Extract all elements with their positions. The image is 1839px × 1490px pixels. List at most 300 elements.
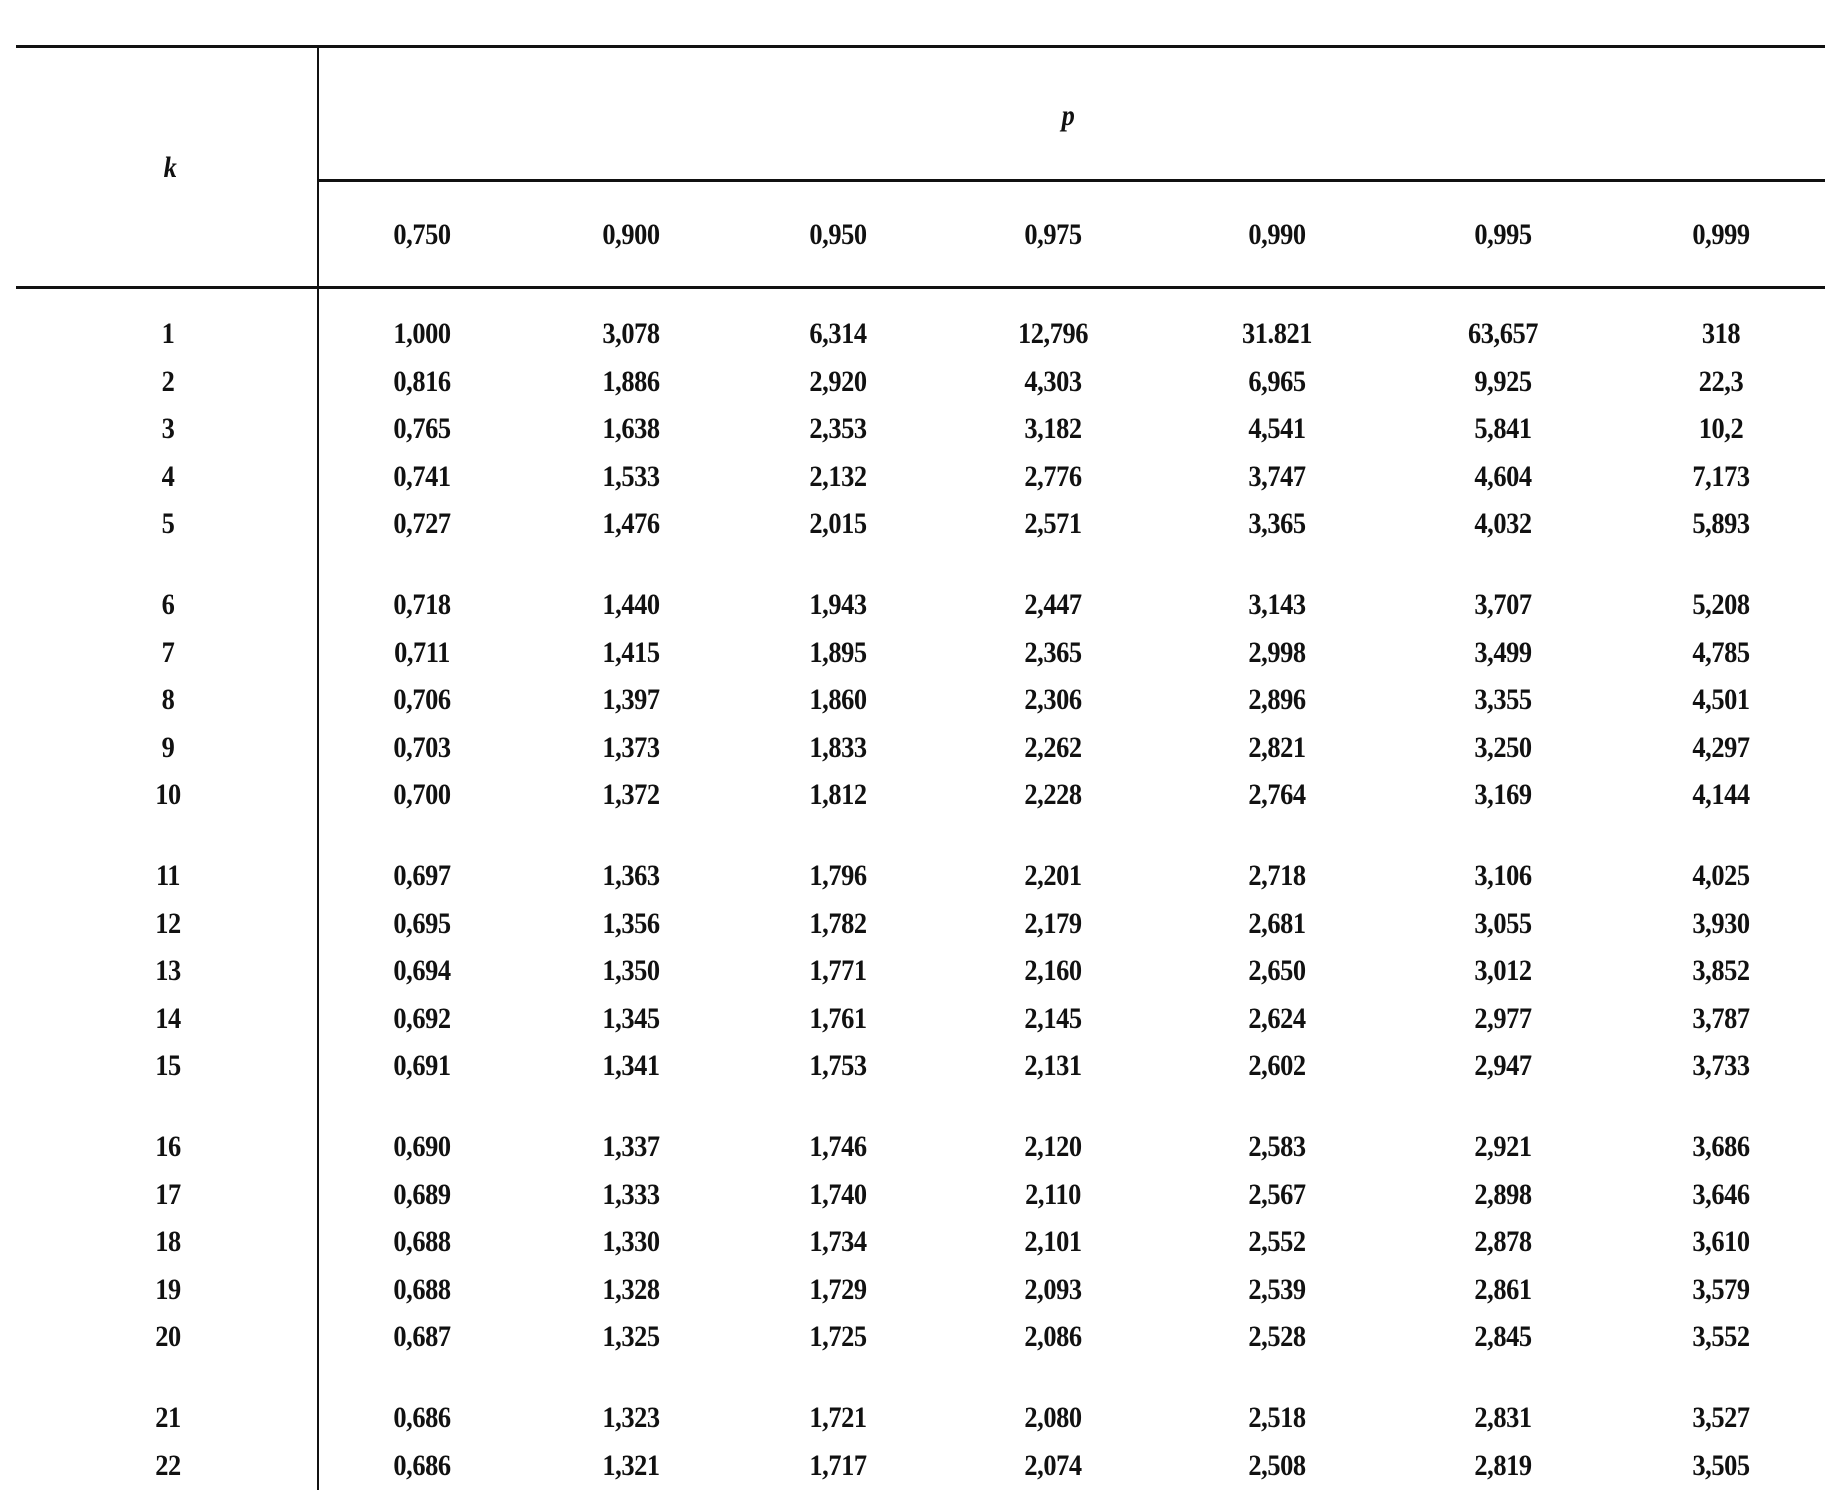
- value-cell-text: 1,415: [602, 635, 660, 669]
- value-cell: [806, 636, 871, 670]
- value-cell: [1245, 731, 1310, 765]
- value-cell: [1021, 1225, 1086, 1259]
- value-cell-text: 3,579: [1692, 1272, 1750, 1306]
- value-cell-text: 1,725: [809, 1320, 867, 1353]
- value-cell-text: 22,3: [1698, 364, 1744, 398]
- value-cell-text: 2,896: [1248, 683, 1306, 716]
- value-cell: [806, 412, 871, 446]
- value-cell: [1689, 636, 1754, 670]
- row-k-cell-text: 1: [161, 317, 175, 350]
- value-cell-text: 2,365: [1024, 635, 1082, 669]
- row-k-cell: [161, 636, 176, 670]
- value-cell-text: 0,689: [393, 1177, 451, 1211]
- value-cell-text: 31.821: [1242, 317, 1312, 350]
- value-cell: [1245, 778, 1310, 812]
- value-cell: [1471, 1130, 1536, 1164]
- value-cell-text: 2,201: [1024, 859, 1082, 892]
- value-cell-text: 2,110: [1025, 1177, 1081, 1211]
- value-cell-text: 1,833: [809, 730, 867, 764]
- value-cell-text: 0,697: [393, 859, 451, 892]
- value-cell: [806, 1449, 871, 1483]
- value-cell: [1689, 907, 1754, 941]
- value-cell: [806, 778, 871, 812]
- value-cell: [390, 1449, 455, 1483]
- value-cell: [599, 588, 664, 622]
- value-cell: [1245, 1225, 1310, 1259]
- value-cell-text: 1,356: [602, 906, 660, 940]
- value-cell: [1471, 636, 1536, 670]
- value-cell: [1699, 317, 1743, 351]
- value-cell: [1021, 1002, 1086, 1036]
- value-cell: [599, 683, 664, 717]
- row-k-cell-text: 8: [161, 683, 175, 716]
- value-cell-text: 1,771: [809, 954, 867, 987]
- top-rule: [16, 45, 1825, 48]
- value-cell: [1245, 588, 1310, 622]
- column-header-text: 0,900: [602, 218, 660, 251]
- value-cell: [1245, 365, 1310, 399]
- value-cell-text: 0,692: [393, 1001, 451, 1035]
- value-cell-text: 2,539: [1248, 1272, 1306, 1306]
- row-k-cell: [161, 460, 176, 494]
- value-cell: [599, 1401, 664, 1435]
- row-k-cell: [154, 954, 183, 988]
- value-cell: [1021, 412, 1086, 446]
- value-cell: [806, 731, 871, 765]
- value-cell: [1021, 731, 1086, 765]
- value-cell: [1021, 683, 1086, 717]
- value-cell-text: 3,733: [1692, 1049, 1750, 1082]
- value-cell: [390, 1130, 455, 1164]
- value-cell-text: 0,741: [393, 459, 451, 493]
- column-header: [1689, 218, 1754, 252]
- value-cell: [1471, 778, 1536, 812]
- value-cell-text: 2,571: [1024, 507, 1082, 540]
- value-cell-text: 3,012: [1474, 954, 1532, 987]
- value-cell-text: 2,821: [1248, 730, 1306, 764]
- row-k-cell-text: 4: [161, 459, 175, 493]
- value-cell: [806, 1320, 871, 1354]
- value-cell: [1021, 1273, 1086, 1307]
- value-cell-text: 3,930: [1692, 906, 1750, 940]
- value-cell-text: 5,841: [1474, 412, 1532, 445]
- value-cell: [390, 1401, 455, 1435]
- value-cell-text: 1,000: [393, 317, 451, 350]
- value-cell: [390, 1178, 455, 1212]
- value-cell: [1471, 1273, 1536, 1307]
- value-cell-text: 0,694: [393, 954, 451, 987]
- column-header: [390, 218, 455, 252]
- value-cell: [1245, 1320, 1310, 1354]
- value-cell: [1471, 365, 1536, 399]
- row-k-cell: [161, 365, 176, 399]
- value-cell-text: 2,624: [1248, 1001, 1306, 1035]
- value-cell-text: 1,323: [602, 1401, 660, 1434]
- value-cell: [599, 365, 664, 399]
- value-cell-text: 1,363: [602, 859, 660, 892]
- column-header-text: 0,750: [393, 218, 451, 251]
- value-cell-text: 1,746: [809, 1130, 867, 1163]
- value-cell-text: 3,355: [1474, 683, 1532, 716]
- value-cell: [1021, 1449, 1086, 1483]
- row-k-cell-text: 15: [155, 1049, 181, 1082]
- value-cell-text: 2,921: [1474, 1130, 1532, 1163]
- row-k-cell-text: 10: [155, 778, 181, 811]
- value-cell: [1471, 859, 1536, 893]
- value-cell-text: 1,761: [809, 1001, 867, 1035]
- value-cell: [1471, 907, 1536, 941]
- header-bottom-rule: [16, 286, 1825, 289]
- value-cell: [390, 636, 453, 670]
- value-cell-text: 4,303: [1024, 364, 1082, 398]
- value-cell: [1245, 907, 1310, 941]
- value-cell: [1471, 731, 1536, 765]
- row-k-cell-text: 12: [155, 906, 181, 940]
- value-cell: [1021, 460, 1086, 494]
- value-cell-text: 1,333: [602, 1177, 660, 1211]
- value-cell-text: 4,297: [1692, 730, 1750, 764]
- value-cell-text: 1,328: [602, 1272, 660, 1306]
- value-cell: [599, 1049, 664, 1083]
- value-cell: [806, 460, 871, 494]
- value-cell-text: 3,499: [1474, 635, 1532, 669]
- value-cell: [1471, 1449, 1536, 1483]
- value-cell: [390, 954, 455, 988]
- value-cell-text: 2,567: [1248, 1177, 1306, 1211]
- value-cell: [806, 317, 871, 351]
- value-cell-text: 2,583: [1248, 1130, 1306, 1163]
- value-cell: [1021, 907, 1086, 941]
- value-cell-text: 2,508: [1248, 1448, 1306, 1482]
- value-cell: [599, 731, 664, 765]
- value-cell-text: 2,080: [1024, 1401, 1082, 1434]
- value-cell-text: 0,688: [393, 1272, 451, 1306]
- value-cell-text: 1,734: [809, 1225, 867, 1258]
- value-cell: [599, 1002, 664, 1036]
- value-cell-text: 2,262: [1024, 730, 1082, 764]
- value-cell-text: 3,686: [1692, 1130, 1750, 1163]
- value-cell: [1245, 1130, 1310, 1164]
- value-cell-text: 1,812: [809, 778, 867, 811]
- row-k-cell: [154, 1401, 183, 1435]
- column-header: [1245, 218, 1310, 252]
- column-header: [599, 218, 664, 252]
- value-cell: [806, 1049, 871, 1083]
- value-cell-text: 4,541: [1248, 412, 1306, 445]
- value-cell-text: 0,703: [393, 730, 451, 764]
- value-cell: [1471, 1178, 1536, 1212]
- value-cell: [1021, 859, 1086, 893]
- value-cell-text: 2,947: [1474, 1049, 1532, 1082]
- value-cell: [1696, 412, 1747, 446]
- row-k-cell-text: 9: [161, 730, 175, 764]
- value-cell-text: 0,816: [393, 364, 451, 398]
- row-k-cell: [161, 412, 176, 446]
- value-cell-text: 2,776: [1024, 459, 1082, 493]
- column-header: [1471, 218, 1536, 252]
- column-header: [806, 218, 871, 252]
- value-cell: [599, 1320, 664, 1354]
- value-cell: [1245, 1401, 1310, 1435]
- value-cell-text: 3,182: [1024, 412, 1082, 445]
- value-cell: [1021, 1320, 1086, 1354]
- value-cell: [1689, 1130, 1754, 1164]
- value-cell: [390, 1225, 455, 1259]
- value-cell: [1471, 683, 1536, 717]
- value-cell-text: 0,711: [394, 635, 450, 669]
- value-cell-text: 3,747: [1248, 459, 1306, 493]
- value-cell-text: 0,695: [393, 906, 451, 940]
- value-cell-text: 2,602: [1248, 1049, 1306, 1082]
- value-cell: [1689, 859, 1754, 893]
- value-cell-text: 6,965: [1248, 364, 1306, 398]
- value-cell-text: 1,943: [809, 588, 867, 621]
- value-cell-text: 0,686: [393, 1448, 451, 1482]
- row-k-cell: [154, 1449, 183, 1483]
- value-cell: [390, 731, 455, 765]
- value-cell: [1689, 507, 1754, 541]
- p-subheader-rule: [318, 179, 1825, 182]
- value-cell: [1689, 778, 1754, 812]
- row-k-cell-text: 16: [155, 1130, 181, 1163]
- value-cell: [1245, 507, 1310, 541]
- value-cell: [1689, 683, 1754, 717]
- value-cell: [1245, 1049, 1310, 1083]
- value-cell: [1471, 1002, 1536, 1036]
- row-k-cell: [154, 1178, 183, 1212]
- value-cell-text: 1,860: [809, 683, 867, 716]
- value-cell: [1471, 1225, 1536, 1259]
- value-cell-text: 7,173: [1692, 459, 1750, 493]
- value-cell-text: 1,373: [602, 730, 660, 764]
- value-cell: [1689, 460, 1754, 494]
- value-cell: [599, 1178, 664, 1212]
- value-cell-text: 2,093: [1024, 1272, 1082, 1306]
- value-cell: [1245, 412, 1310, 446]
- column-header-text: 0,975: [1024, 218, 1082, 251]
- value-cell-text: 0,686: [393, 1401, 451, 1434]
- value-cell-text: 6,314: [809, 317, 867, 350]
- value-cell: [806, 907, 871, 941]
- value-cell-text: 1,341: [602, 1049, 660, 1082]
- value-cell: [1021, 1178, 1084, 1212]
- value-cell: [1245, 859, 1310, 893]
- value-cell-text: 0,691: [393, 1049, 451, 1082]
- value-cell: [1689, 1178, 1754, 1212]
- value-cell-text: 2,074: [1024, 1448, 1082, 1482]
- row-header-k: k: [163, 151, 177, 184]
- value-cell-text: 2,650: [1248, 954, 1306, 987]
- row-k-cell-text: 14: [155, 1001, 181, 1035]
- value-cell: [599, 507, 664, 541]
- value-cell: [1689, 1225, 1754, 1259]
- value-cell-text: 5,208: [1692, 588, 1750, 621]
- value-cell-text: 3,787: [1692, 1001, 1750, 1035]
- value-cell-text: 2,015: [809, 507, 867, 540]
- value-cell-text: 3,250: [1474, 730, 1532, 764]
- value-cell: [390, 507, 455, 541]
- value-cell-text: 9,925: [1474, 364, 1532, 398]
- column-divider: [317, 47, 319, 1490]
- value-cell-text: 12,796: [1018, 317, 1088, 350]
- value-cell-text: 2,228: [1024, 778, 1082, 811]
- value-cell: [599, 636, 664, 670]
- value-cell: [1471, 507, 1536, 541]
- value-cell: [806, 588, 871, 622]
- value-cell-text: 2,998: [1248, 635, 1306, 669]
- value-cell: [1471, 460, 1536, 494]
- value-cell-text: 2,878: [1474, 1225, 1532, 1258]
- value-cell-text: 1,533: [602, 459, 660, 493]
- row-k-cell: [154, 1273, 183, 1307]
- value-cell-text: 2,819: [1474, 1448, 1532, 1482]
- row-k-cell-text: 13: [155, 954, 181, 987]
- value-cell: [390, 907, 455, 941]
- row-k-cell-text: 2: [161, 364, 175, 398]
- value-cell: [1245, 1449, 1310, 1483]
- value-cell-text: 1,372: [602, 778, 660, 811]
- value-cell-text: 0,706: [393, 683, 451, 716]
- value-cell-text: 3,106: [1474, 859, 1532, 892]
- value-cell-text: 2,898: [1474, 1177, 1532, 1211]
- value-cell: [1689, 1002, 1754, 1036]
- value-cell: [599, 1225, 664, 1259]
- row-k-cell: [154, 907, 183, 941]
- value-cell-text: 0,727: [393, 507, 451, 540]
- row-k-cell-text: 20: [155, 1320, 181, 1353]
- value-cell: [1689, 588, 1754, 622]
- value-cell-text: 2,681: [1248, 906, 1306, 940]
- value-cell: [599, 859, 664, 893]
- column-header-text: 0,990: [1248, 218, 1306, 251]
- value-cell-text: 1,638: [602, 412, 660, 445]
- value-cell: [1689, 954, 1754, 988]
- row-k-cell: [161, 507, 176, 541]
- value-cell: [599, 317, 664, 351]
- value-cell: [1013, 317, 1093, 351]
- value-cell: [806, 683, 871, 717]
- value-cell-text: 0,687: [393, 1320, 451, 1353]
- value-cell-text: 3,552: [1692, 1320, 1750, 1353]
- value-cell-text: 3,078: [602, 317, 660, 350]
- value-cell-text: 1,721: [809, 1401, 867, 1434]
- value-cell-text: 1,345: [602, 1001, 660, 1035]
- value-cell-text: 2,845: [1474, 1320, 1532, 1353]
- value-cell: [806, 859, 871, 893]
- value-cell-text: 2,831: [1474, 1401, 1532, 1434]
- value-cell-text: 2,920: [809, 364, 867, 398]
- value-cell-text: 318: [1701, 317, 1741, 350]
- value-cell: [1021, 778, 1086, 812]
- value-cell: [1471, 954, 1536, 988]
- value-cell: [599, 1273, 664, 1307]
- value-cell: [1689, 1273, 1754, 1307]
- value-cell-text: 3,505: [1692, 1448, 1750, 1482]
- row-k-cell-text: 17: [155, 1177, 181, 1211]
- value-cell-text: 0,690: [393, 1130, 451, 1163]
- value-cell: [390, 1320, 455, 1354]
- value-cell-text: 4,604: [1474, 459, 1532, 493]
- value-cell-text: 2,528: [1248, 1320, 1306, 1353]
- value-cell-text: 2,160: [1024, 954, 1082, 987]
- value-cell: [1021, 365, 1086, 399]
- value-cell: [1245, 1273, 1310, 1307]
- value-cell-text: 2,861: [1474, 1272, 1532, 1306]
- value-cell-text: 3,169: [1474, 778, 1532, 811]
- column-header-text: 0,950: [809, 218, 867, 251]
- value-cell: [599, 460, 664, 494]
- value-cell-text: 0,700: [393, 778, 451, 811]
- row-k-cell: [154, 1049, 183, 1083]
- value-cell: [390, 683, 455, 717]
- value-cell: [1471, 1049, 1536, 1083]
- value-cell-text: 1,337: [602, 1130, 660, 1163]
- column-group-header-p: p: [1061, 99, 1075, 132]
- column-header-text: 0,999: [1692, 218, 1750, 251]
- value-cell-text: 3,646: [1692, 1177, 1750, 1211]
- row-k-cell: [161, 317, 176, 351]
- value-cell: [1471, 1401, 1536, 1435]
- value-cell: [390, 588, 455, 622]
- value-cell-text: 4,032: [1474, 507, 1532, 540]
- row-k-cell: [154, 859, 181, 893]
- value-cell-text: 1,325: [602, 1320, 660, 1353]
- value-cell-text: 0,688: [393, 1225, 451, 1258]
- value-cell-text: 3,527: [1692, 1401, 1750, 1434]
- value-cell-text: 1,476: [602, 507, 660, 540]
- row-k-cell-text: 19: [155, 1272, 181, 1306]
- value-cell: [806, 1002, 871, 1036]
- value-cell: [1471, 588, 1536, 622]
- value-cell: [1021, 1401, 1086, 1435]
- value-cell-text: 2,977: [1474, 1001, 1532, 1035]
- value-cell: [1689, 1449, 1754, 1483]
- column-header-text: 0,995: [1474, 218, 1532, 251]
- value-cell: [1021, 1130, 1086, 1164]
- value-cell: [1021, 588, 1086, 622]
- value-cell: [1021, 636, 1086, 670]
- value-cell: [1689, 1320, 1754, 1354]
- row-k-cell-text: 5: [161, 507, 175, 540]
- value-cell: [1689, 1401, 1754, 1435]
- value-cell: [1471, 412, 1536, 446]
- value-cell-text: 4,785: [1692, 635, 1750, 669]
- value-cell-text: 2,179: [1024, 906, 1082, 940]
- value-cell-text: 1,397: [602, 683, 660, 716]
- value-cell-text: 2,132: [809, 459, 867, 493]
- value-cell: [806, 1225, 871, 1259]
- row-k-cell: [161, 731, 176, 765]
- value-cell-text: 4,501: [1692, 683, 1750, 716]
- value-cell-text: 2,101: [1024, 1225, 1082, 1258]
- value-cell: [599, 778, 664, 812]
- value-cell-text: 1,729: [809, 1272, 867, 1306]
- value-cell-text: 0,765: [393, 412, 451, 445]
- value-cell-text: 2,145: [1024, 1001, 1082, 1035]
- value-cell-text: 2,131: [1024, 1049, 1082, 1082]
- row-k-cell-text: 18: [155, 1225, 181, 1258]
- row-k-cell: [154, 1225, 183, 1259]
- value-cell-text: 10,2: [1698, 412, 1744, 445]
- row-k-cell-text: 11: [155, 859, 181, 892]
- value-cell: [1245, 460, 1310, 494]
- value-cell: [390, 859, 455, 893]
- row-k-cell-text: 21: [155, 1401, 181, 1434]
- value-cell: [806, 954, 871, 988]
- value-cell-text: 1,740: [809, 1177, 867, 1211]
- value-cell-text: 3,852: [1692, 954, 1750, 987]
- value-cell-text: 1,350: [602, 954, 660, 987]
